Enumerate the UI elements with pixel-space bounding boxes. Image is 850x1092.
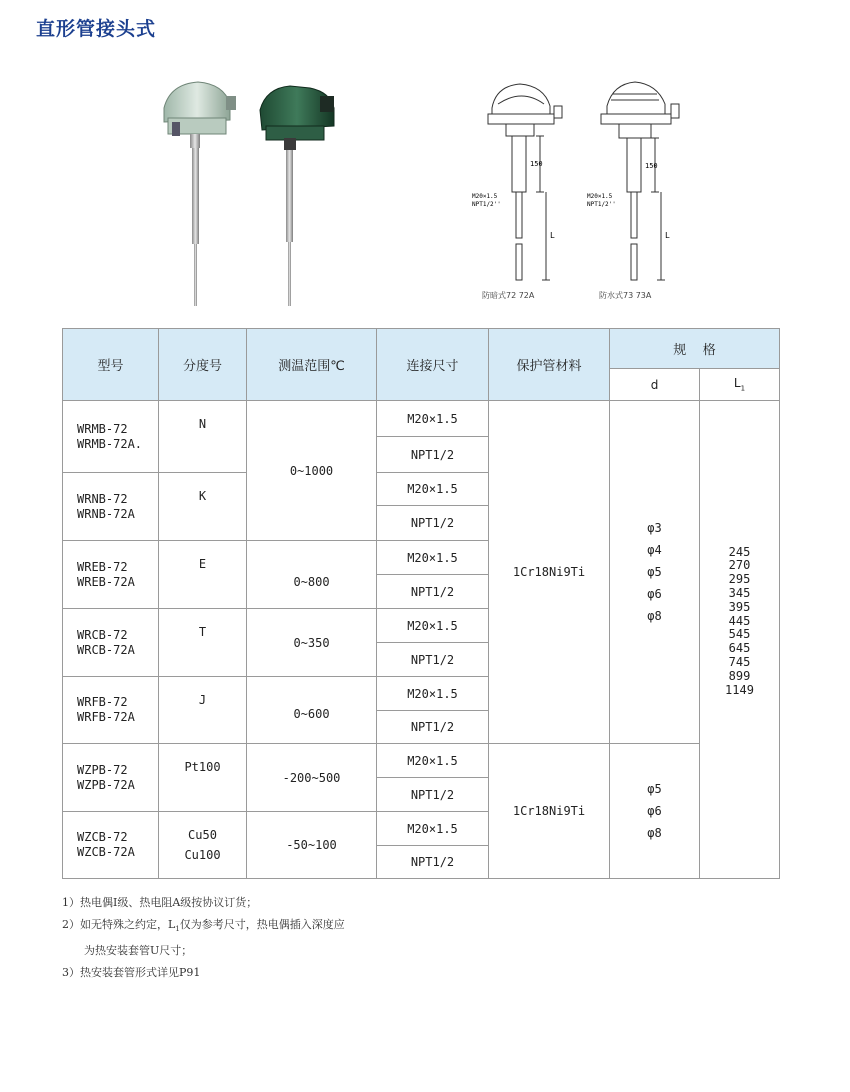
- model-cell: WZCB-72 WZCB-72A: [63, 812, 159, 879]
- conn-cell: M20×1.5: [377, 609, 489, 643]
- header-connection: 连接尺寸: [377, 329, 489, 401]
- product-photo-light: [150, 78, 240, 308]
- spec-table: [62, 328, 780, 879]
- note-2-cont: 为热安装套管U尺寸；: [84, 944, 193, 958]
- conn-cell: M20×1.5: [377, 812, 489, 846]
- note-1: 1）热电偶I级、热电阻A级按协议订货；: [62, 896, 258, 909]
- thread-label-2: NPT1/2'': [472, 201, 501, 208]
- dim-L: L: [550, 231, 555, 240]
- graduation-cell: J: [159, 677, 247, 744]
- model-cell: WRNB-72 WRNB-72A: [63, 473, 159, 541]
- conn-cell: M20×1.5: [377, 744, 489, 778]
- graduation-cell: K: [159, 473, 247, 541]
- diameter-cell-bottom: φ5 φ6 φ8: [610, 744, 700, 879]
- conn-cell: NPT1/2: [377, 437, 489, 473]
- range-cell: 0~800: [247, 541, 377, 609]
- range-cell: 0~350: [247, 609, 377, 677]
- model-cell: WREB-72 WREB-72A: [63, 541, 159, 609]
- conn-cell: M20×1.5: [377, 401, 489, 437]
- model-cell: WRCB-72 WRCB-72A: [63, 609, 159, 677]
- dimension-drawing-2: [585, 78, 695, 303]
- header-d: d: [610, 369, 700, 401]
- conn-cell: M20×1.5: [377, 541, 489, 575]
- drawing-caption-2: 防水式73 73A: [599, 291, 652, 300]
- dim-150: 150: [530, 160, 543, 168]
- range-cell: -50~100: [247, 812, 377, 879]
- thread-label-1: M20×1.5: [472, 193, 498, 200]
- graduation-cell: Cu50 Cu100: [159, 812, 247, 879]
- conn-cell: NPT1/2: [377, 846, 489, 879]
- header-range: 测温范围℃: [247, 329, 377, 401]
- model-cell: WRFB-72 WRFB-72A: [63, 677, 159, 744]
- range-cell: 0~600: [247, 677, 377, 744]
- conn-cell: NPT1/2: [377, 711, 489, 744]
- thread-label-2: NPT1/2'': [587, 201, 616, 208]
- conn-cell: M20×1.5: [377, 473, 489, 506]
- range-cell: -200~500: [247, 744, 377, 812]
- length-cell: 245 270 295 345 395 445 545 645 745 899 1149: [700, 401, 780, 879]
- dim-L: L: [665, 231, 670, 240]
- graduation-cell: Pt100: [159, 744, 247, 812]
- header-graduation: 分度号: [159, 329, 247, 401]
- conn-cell: NPT1/2: [377, 643, 489, 677]
- conn-cell: M20×1.5: [377, 677, 489, 711]
- conn-cell: NPT1/2: [377, 575, 489, 609]
- material-cell: 1Cr18Ni9Ti: [489, 744, 610, 879]
- diameter-cell-top: φ3 φ4 φ5 φ6 φ8: [610, 401, 700, 744]
- thread-label-1: M20×1.5: [587, 193, 613, 200]
- header-model: 型号: [63, 329, 159, 401]
- notes: [62, 892, 345, 984]
- model-cell: WZPB-72 WZPB-72A: [63, 744, 159, 812]
- page-title: 直形管接头式: [36, 18, 157, 40]
- graduation-cell: E: [159, 541, 247, 609]
- dimension-drawing-1: [470, 78, 580, 303]
- drawing-caption-1: 防暗式72 72A: [482, 291, 535, 300]
- header-spec: 规 格: [610, 329, 780, 369]
- graduation-cell: N: [159, 401, 247, 473]
- graduation-cell: T: [159, 609, 247, 677]
- product-photo-dark: [250, 78, 345, 308]
- conn-cell: NPT1/2: [377, 506, 489, 541]
- range-cell: 0~1000: [247, 401, 377, 541]
- header-L1: $L_1$: [700, 369, 780, 401]
- conn-cell: NPT1/2: [377, 778, 489, 812]
- header-material: 保护管材料: [489, 329, 610, 401]
- dim-150: 150: [645, 162, 658, 170]
- model-cell: WRMB-72 WRMB-72A.: [63, 401, 159, 473]
- note-3: 3）热安装套管形式详见P91: [62, 966, 201, 980]
- material-cell: 1Cr18Ni9Ti: [489, 401, 610, 744]
- note-2: 2）如无特殊之约定，$L_1$仅为参考尺寸，热电偶插入深度应: [62, 918, 345, 934]
